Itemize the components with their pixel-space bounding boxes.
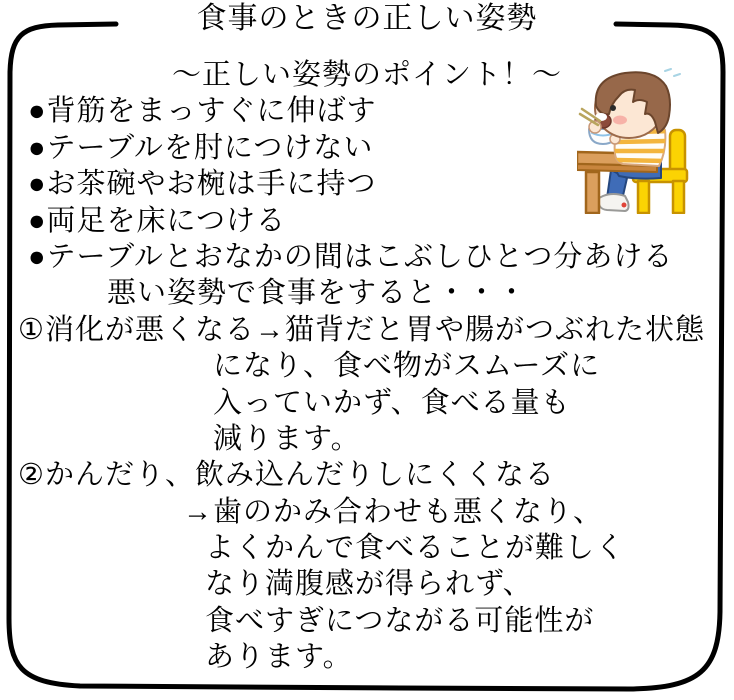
effect2-continuation: よくかんで食べることが難しく: [205, 532, 626, 565]
sparkle-dashes: [665, 69, 680, 76]
point-text: テーブルとおなかの間はこぶしひとつ分あける: [46, 240, 674, 273]
effect1-lead: ①消化が悪くなる→猫背だと胃や腸がつぶれた状態: [18, 313, 705, 346]
effect2-lead: ②かんだり、飲み込んだりしにくくなる: [18, 459, 555, 492]
effect2-arrow-line: →歯のかみ合わせも悪くなり、: [183, 495, 604, 528]
point-text: お茶碗やお椀は手に持つ: [46, 168, 377, 201]
effect1-continuation: 入っていかず、食べる量も: [213, 386, 571, 419]
child-eating-illustration: [577, 66, 705, 214]
point-text: テーブルを肘につけない: [46, 131, 374, 164]
child-shoe: [599, 194, 629, 211]
bullet-marker: ●: [28, 168, 47, 201]
point-item: [0, 239, 734, 275]
bullet-marker: ●: [28, 95, 47, 128]
effect2-continuation: あります。: [205, 641, 353, 674]
child-eye: [610, 105, 616, 111]
chair-back-leg: [673, 181, 684, 213]
point-text: 両足を床につける: [46, 204, 286, 237]
bullet-marker: ●: [28, 131, 47, 164]
bad-posture-heading: 悪い姿勢で食事をすると・・・: [107, 277, 528, 310]
bullet-marker: ●: [28, 204, 47, 237]
effect1-continuation: になり、食べ物がスムーズに: [213, 350, 601, 383]
effect2-continuation: なり満腹感が得られず、: [205, 568, 533, 601]
effect2-continuation: 食べすぎにつながる可能性が: [205, 604, 595, 637]
child-blush: [613, 116, 627, 125]
bullet-marker: ●: [28, 240, 47, 273]
chair-front-leg: [638, 181, 649, 213]
table-leg: [586, 172, 599, 213]
shoe-heel-dot: [622, 203, 627, 208]
effect1-continuation: 減ります。: [213, 422, 361, 455]
subtitle: ～正しい姿勢のポイント！～: [171, 59, 562, 91]
point-text: 背筋をまっすぐに伸ばす: [46, 95, 377, 128]
page-title: 食事のときの正しい姿勢: [196, 2, 538, 35]
